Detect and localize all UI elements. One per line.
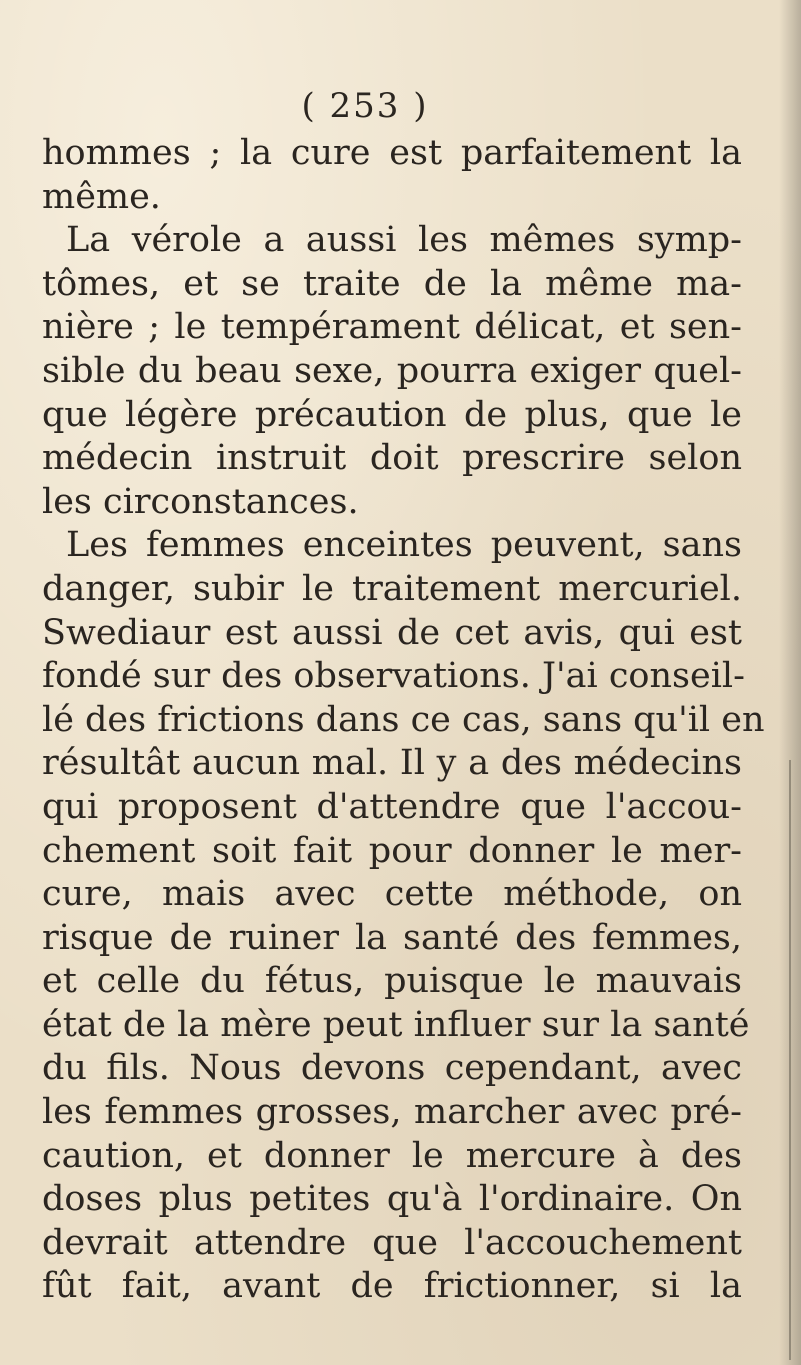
text-line: tômes, et se traite de la même ma- bbox=[42, 263, 742, 304]
text-line: danger, subir le traitement mercuriel. bbox=[42, 568, 742, 609]
text-line: état de la mère peut influer sur la santé bbox=[42, 1004, 750, 1045]
text-line: du fils. Nous devons cependant, avec bbox=[42, 1048, 742, 1089]
text-line: les circonstances. bbox=[42, 481, 359, 522]
text-line: médecin instruit doit prescrire selon bbox=[42, 438, 742, 479]
text-line: même. bbox=[42, 176, 161, 217]
text-line: fondé sur des observations. J'ai conseil- bbox=[42, 656, 745, 697]
text-line: qui proposent d'attendre que l'accou- bbox=[42, 786, 742, 827]
text-line: que légère précaution de plus, que le bbox=[42, 394, 742, 435]
text-line: résultât aucun mal. Il y a des médecins bbox=[42, 743, 742, 784]
text-line: doses plus petites qu'à l'ordinaire. On bbox=[42, 1179, 742, 1220]
text-line: devrait attendre que l'accouchement bbox=[42, 1222, 742, 1263]
text-line: caution, et donner le mercure à des bbox=[42, 1135, 742, 1176]
text-line: sible du beau sexe, pourra exiger quel- bbox=[42, 350, 742, 391]
text-line: La vérole a aussi les mêmes symp- bbox=[66, 220, 742, 261]
body-text bbox=[42, 132, 765, 1309]
text-line: nière ; le tempérament délicat, et sen- bbox=[42, 307, 742, 348]
text-line: et celle du fétus, puisque le mauvais bbox=[42, 961, 742, 1002]
text-line: risque de ruiner la santé des femmes, bbox=[42, 917, 742, 958]
text-line: fût fait, avant de frictionner, si la bbox=[42, 1266, 742, 1307]
text-line: lé des frictions dans ce cas, sans qu'il en bbox=[42, 699, 765, 740]
page-number: ( 253 ) bbox=[301, 86, 429, 126]
text-line: les femmes grosses, marcher avec pré- bbox=[42, 1092, 742, 1133]
text-line: cure, mais avec cette méthode, on bbox=[42, 874, 742, 915]
page-edge-line bbox=[789, 760, 791, 1360]
text-line: Swediaur est aussi de cet avis, qui est bbox=[42, 612, 742, 653]
text-line: chement soit fait pour donner le mer- bbox=[42, 830, 742, 871]
text-line: Les femmes enceintes peuvent, sans bbox=[66, 525, 742, 566]
text-line: hommes ; la cure est parfaitement la bbox=[42, 133, 742, 173]
